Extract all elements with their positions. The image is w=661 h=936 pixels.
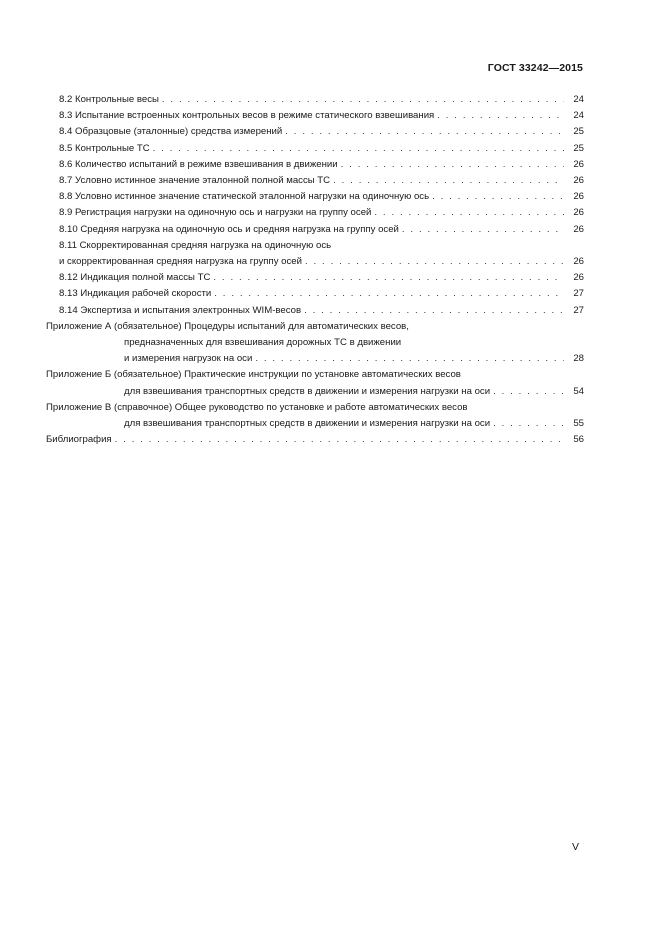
toc-leader-dots xyxy=(304,303,564,319)
toc-entry-page: 26 xyxy=(573,175,584,187)
toc-entry-title: 8.7 Условно истинное значение эталонной полной массы ТС xyxy=(59,175,331,187)
toc-entry-8-5[interactable] xyxy=(46,141,584,157)
appendix-title-line2: предназначенных для взвешивания дорожных ТС в движении xyxy=(124,337,402,349)
toc-entry-page: 26 xyxy=(573,223,584,235)
toc-entry-page: 27 xyxy=(573,304,584,316)
toc-leader-dots xyxy=(432,189,564,205)
appendix-page: 28 xyxy=(573,353,584,365)
toc-entry-title: 8.3 Испытание встроенных контрольных весов в режиме статического взвешивания xyxy=(59,110,435,122)
toc-leader-dots xyxy=(374,205,564,221)
appendix-page: 55 xyxy=(573,418,584,430)
table-of-contents xyxy=(46,92,584,448)
appendix-title-line1: Приложение В (справочное) Общее руководство по установке и работе автоматических весов xyxy=(46,401,468,413)
toc-leader-dots xyxy=(214,286,564,302)
toc-entry-title: 8.10 Средняя нагрузка на одиночную ось и средняя нагрузка на группу осей xyxy=(59,223,399,235)
toc-leader-dots xyxy=(213,270,564,286)
toc-leader-dots xyxy=(493,384,564,400)
toc-leader-dots xyxy=(153,141,564,157)
toc-entry-title: 8.13 Индикация рабочей скорости xyxy=(59,288,212,300)
toc-entry-page: 25 xyxy=(573,126,584,138)
toc-entry-title: 8.12 Индикация полной массы ТС xyxy=(59,272,211,284)
toc-entry-8-8[interactable] xyxy=(46,189,584,205)
toc-entry-title-line1: 8.11 Скорректированная средняя нагрузка на одиночную ось xyxy=(59,239,332,251)
toc-entry-8-4[interactable] xyxy=(46,124,584,140)
toc-entry-title: 8.14 Экспертиза и испытания электронных WIM-весов xyxy=(59,304,302,316)
appendix-page: 54 xyxy=(573,385,584,397)
toc-leader-dots xyxy=(402,222,564,238)
toc-entry-8-14[interactable] xyxy=(46,303,584,319)
toc-entry-page: 25 xyxy=(573,142,584,154)
page-number-roman: V xyxy=(571,841,579,853)
toc-appendix-v[interactable] xyxy=(46,400,584,432)
toc-entry-8-12[interactable] xyxy=(46,270,584,286)
toc-entry-8-3[interactable] xyxy=(46,108,584,124)
appendix-title-line2: для взвешивания транспортных средств в движении и измерения нагрузки на оси xyxy=(124,385,491,397)
toc-entry-title: 8.9 Регистрация нагрузки на одиночную ось и нагрузки на группу осей xyxy=(59,207,372,219)
toc-entry-8-6[interactable] xyxy=(46,157,584,173)
document-standard-number: ГОСТ 33242—2015 xyxy=(487,62,583,74)
appendix-title-line1: Приложение А (обязательное) Процедуры испытаний для автоматических весов, xyxy=(46,320,409,332)
toc-entry-title-line2: и скорректированная средняя нагрузка на группу осей xyxy=(59,256,302,268)
bibliography-title: Библиография xyxy=(46,434,112,446)
appendix-title-line2: для взвешивания транспортных средств в движении и измерения нагрузки на оси xyxy=(124,418,491,430)
toc-entry-page: 26 xyxy=(573,158,584,170)
toc-leader-dots xyxy=(341,157,564,173)
toc-entry-page: 27 xyxy=(573,288,584,300)
toc-entry-page: 24 xyxy=(573,110,584,122)
toc-entry-8-9[interactable] xyxy=(46,205,584,221)
toc-entry-page: 26 xyxy=(573,191,584,203)
toc-appendix-a[interactable] xyxy=(46,319,584,368)
toc-entry-page: 26 xyxy=(573,256,584,268)
toc-entry-page: 24 xyxy=(573,94,584,105)
toc-entry-title: 8.2 Контрольные весы xyxy=(59,94,159,105)
appendix-title-line3: и измерения нагрузок на оси xyxy=(124,353,253,365)
toc-entry-page: 26 xyxy=(573,207,584,219)
toc-entry-8-11[interactable] xyxy=(46,238,584,270)
toc-leader-dots xyxy=(255,351,564,367)
toc-entry-8-10[interactable] xyxy=(46,222,584,238)
toc-leader-dots xyxy=(305,254,564,270)
toc-leader-dots xyxy=(162,92,564,108)
toc-entry-8-7[interactable] xyxy=(46,173,584,189)
toc-leader-dots xyxy=(285,124,564,140)
toc-entry-title: 8.5 Контрольные ТС xyxy=(59,142,150,154)
toc-leader-dots xyxy=(493,416,564,432)
toc-bibliography[interactable] xyxy=(46,432,584,448)
toc-leader-dots xyxy=(437,108,564,124)
toc-appendix-b[interactable] xyxy=(46,367,584,399)
toc-entry-title: 8.8 Условно истинное значение статической эталонной нагрузки на одиночную ось xyxy=(59,191,430,203)
toc-leader-dots xyxy=(115,432,564,448)
toc-entry-8-2[interactable] xyxy=(46,92,584,108)
toc-entry-8-13[interactable] xyxy=(46,286,584,302)
toc-entry-title: 8.6 Количество испытаний в режиме взвешивания в движении xyxy=(59,158,338,170)
toc-entry-page: 26 xyxy=(573,272,584,284)
toc-leader-dots xyxy=(333,173,564,189)
appendix-title-line1: Приложение Б (обязательное) Практические инструкции по установке автоматических весов xyxy=(46,369,461,381)
toc-entry-title: 8.4 Образцовые (эталонные) средства измерений xyxy=(59,126,283,138)
bibliography-page: 56 xyxy=(573,434,584,446)
